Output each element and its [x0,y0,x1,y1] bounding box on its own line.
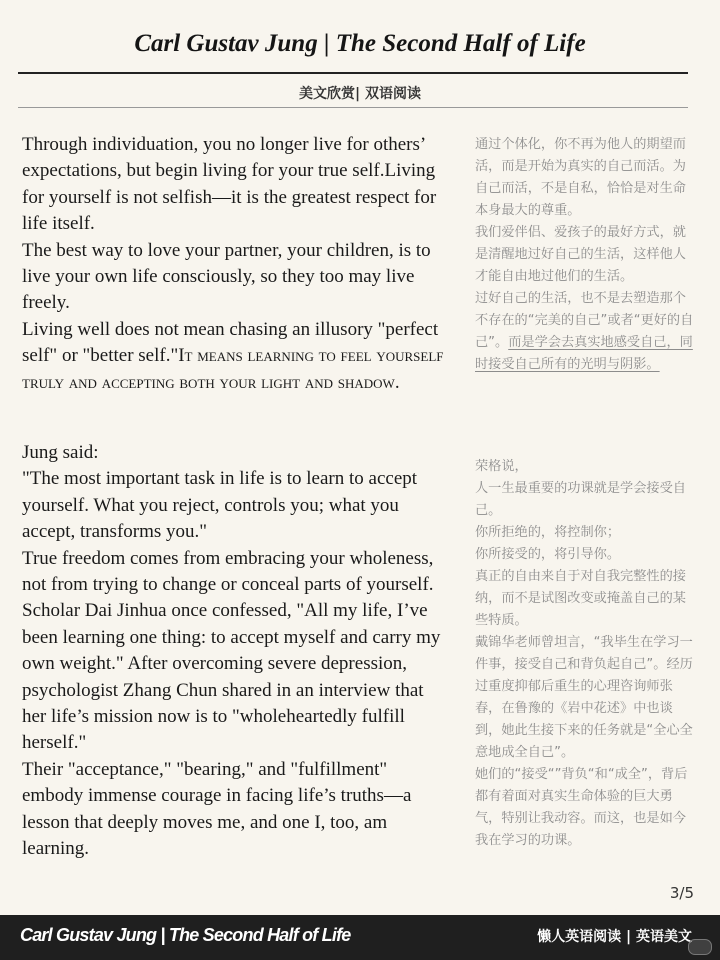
chinese-paragraph-underlined: 而是学会去真实地感受自己，同时接受自己所有的光明与阴影。 [475,335,693,372]
chinese-paragraph: 人一生最重要的功课就是学会接受自己。 [475,481,686,518]
chinese-text-block-2 [475,456,697,852]
chinese-paragraph [475,288,697,376]
english-text-block-2 [22,440,447,863]
english-paragraph-smallcaps: It means learning to feel yourself truly and accepting both your light and shadow. [22,345,444,393]
chinese-paragraph: 我们爱伴侣、爱孩子的最好方式，就是清醒地过好自己的生活，这样他人才能自由地过他们的生活。 [475,225,686,284]
chinese-paragraph: 戴锦华老师曾坦言，“我毕生在学习一件事，接受自己和背负起自己”。经历过重度抑郁后重生的心理咨询师张春，在鲁豫的《岩中花述》中也谈到，她此生接下来的任务就是“全心全意地成全自己”。 [475,635,693,760]
subtitle-divider [18,107,688,108]
watermark-badge [688,939,712,955]
english-paragraph: Their "acceptance," "bearing," and "fulfillment" embody immense courage in facing life’s truths—a lesson that deeply moves me, and one I, too, am learning. [22,758,412,860]
title-divider [18,72,688,74]
footer-brand: 懒人英语阅读 | 英语美文 [537,929,692,945]
english-paragraph: Jung said: [22,442,99,463]
page-number: 3/5 [669,884,694,902]
footer-title: Carl Gustav Jung | The Second Half of Life [20,925,351,945]
chinese-paragraph: 荣格说， [475,459,528,474]
english-paragraph: The best way to love your partner, your children, is to live your own life consciously, so they too may live freely. [22,239,431,314]
chinese-paragraph-plain: 过好自己的生活，也不是去塑造那个不存在的“完美的自己”或者“更好的自己”。 [475,291,694,350]
english-paragraph [22,317,447,396]
english-paragraph-plain: Living well does not mean chasing an illusory "perfect self" or "better self." [22,318,439,367]
english-paragraph: Scholar Dai Jinhua once confessed, "All my life, I’ve been learning one thing: to accept myself and carry my own weight." After overcoming severe depression, psychologist Zhang Chun shared in an interview that her life’s mission now is to "wholeheartedly fulfill herself." [22,600,441,754]
chinese-paragraph: 真正的自由来自于对自我完整性的接纳，而不是试图改变或掩盖自己的某些特质。 [475,569,686,628]
page-title: Carl Gustav Jung | The Second Half of Life [134,30,586,57]
english-text-block-1 [22,132,447,396]
chinese-text-block-1 [475,134,697,376]
chinese-paragraph: 她们的“接受“”背负“和“成全”，背后都有着面对真实生命体验的巨大勇气，特别让我动容。而这，也是如今我在学习的功课。 [475,767,688,848]
footer-bar [0,915,720,960]
chinese-paragraph: 你所接受的，将引导你。 [475,547,621,562]
english-paragraph: True freedom comes from embracing your wholeness, not from trying to change or conceal parts of yourself. [22,547,434,596]
chinese-paragraph: 你所拒绝的，将控制你； [475,525,621,540]
section-subtitle: 美文欣赏| 双语阅读 [299,86,421,102]
chinese-paragraph: 通过个体化，你不再为他人的期望而活，而是开始为真实的自己而活。为自己而活，不是自私，恰恰是对生命本身最大的尊重。 [475,137,686,218]
english-paragraph: Through individuation, you no longer live for others’ expectations, but begin living for your true self.Living for yourself is not selfish—it is the greatest respect for life itself. [22,134,437,235]
english-quote: "The most important task in life is to learn to accept yourself. What you reject, controls you; what you accept, transforms you." [22,468,418,543]
